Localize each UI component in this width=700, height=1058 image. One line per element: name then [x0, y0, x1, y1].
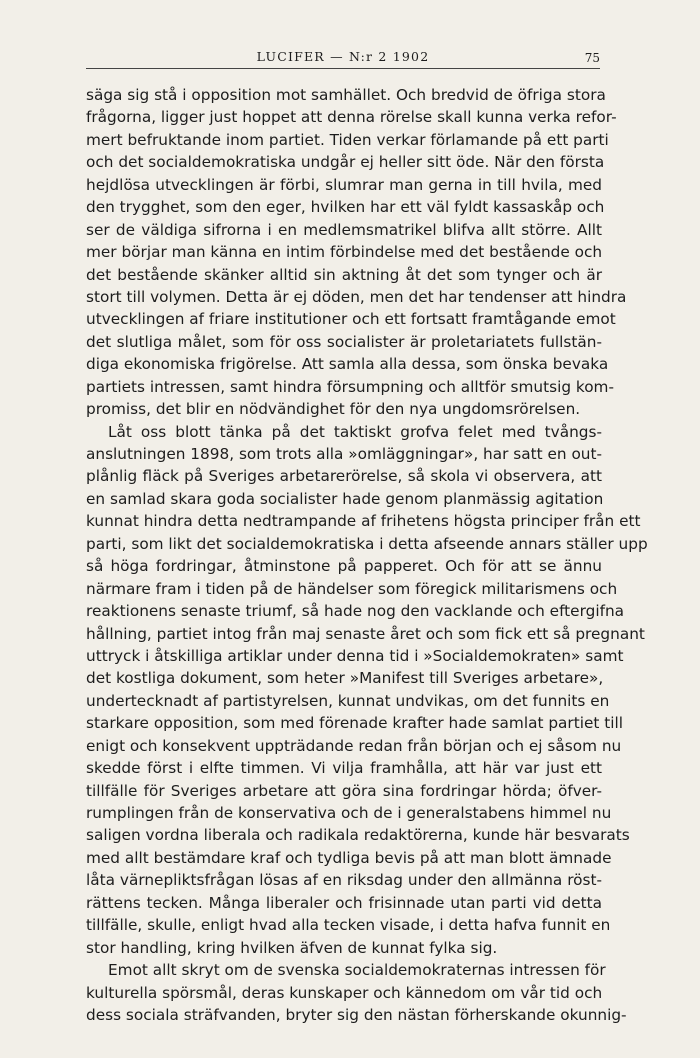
text-line: kulturella spörsmål, deras kunskaper och kännedom om vår tid och [86, 983, 603, 1002]
text-line: rumplingen från de konservativa och de i generalstabens himmel nu [86, 804, 612, 822]
text-line: hållning, partiet intog från maj senaste året och som fick ett så pregnant [86, 624, 645, 643]
text-line: Emot allt skryt om de svenska socialdemokraternas intressen för [108, 961, 606, 980]
text-line: hejdlösa utvecklingen är förbi, slumrar man gerna in till hvila, med [86, 175, 602, 194]
text-line: ser de väldiga sifrorna i en medlemsmatrikel blifva allt större. Allt [86, 220, 602, 239]
text-line: kunnat hindra detta nedtrampande af frihetens högsta principer från ett [86, 512, 641, 531]
text-line: dess sociala sträfvanden, bryter sig den nästan förherskande okunnig- [86, 1005, 627, 1024]
text-line: tillfälle, skulle, enligt hvad alla tecken visade, i detta hafva funnit en [86, 916, 611, 935]
text-line: skedde först i elfte timmen. Vi vilja framhålla, att här var just ett [86, 759, 602, 778]
text-line: Låt oss blott tänka på det taktiskt grofva felet med tvångs- [108, 422, 602, 441]
running-header [86, 48, 600, 69]
text-line: frågorna, ligger just hoppet att denna rörelse skall kunna verka refor- [86, 108, 617, 127]
text-line: reaktionens senaste triumf, så hade nog den vacklande och eftergifna [86, 602, 625, 621]
text-line: det bestående skänker alltid sin aktning åt det som tynger och är [86, 265, 602, 284]
text-line: diga ekonomiska frigörelse. Att samla alla dessa, som önska bevaka [86, 355, 609, 374]
text-line: saligen vordna liberala och radikala redaktörerna, kunde här besvarats [86, 826, 630, 845]
text-line: den trygghet, som den eger, hvilken har ett väl fyldt kassaskåp och [86, 198, 605, 217]
text-line: utvecklingen af friare institutioner och ett fortsatt framtågande emot [86, 310, 616, 329]
text-line: stort till volymen. Detta är ej döden, men det har tendenser att hindra [86, 287, 627, 306]
text-line: mert befruktande inom partiet. Tiden verkar förlamande på ett parti [86, 130, 609, 149]
text-line: uttryck i åtskilliga artiklar under denna tid i »Socialdemokraten» samt [86, 646, 624, 665]
text-line: plånlig fläck på Sveriges arbetarerörelse, så skola vi observera, att [86, 467, 602, 486]
text-line: enigt och konsekvent uppträdande redan från början och ej såsom nu [86, 736, 622, 755]
text-line: närmare fram i tiden på de händelser som föregick militarismens och [86, 579, 618, 598]
body-text [86, 84, 648, 1026]
page-number: 75 [584, 51, 600, 65]
text-line: parti, som likt det socialdemokratiska i detta afseende annars ställer upp [86, 534, 648, 553]
text-line: låta värnepliktsfrågan lösas af en riksdag under den allmänna röst- [86, 871, 602, 890]
text-line: promiss, det blir en nödvändighet för den nya ungdomsrörelsen. [86, 400, 581, 419]
text-line: starkare opposition, som med förenade krafter hade samlat partiet till [86, 714, 623, 733]
text-line: mer börjar man känna en intim förbindelse med det bestående och [86, 243, 603, 262]
text-line: en samlad skara goda socialister hade genom planmässig agitation [86, 489, 604, 508]
text-line: rättens tecken. Många liberaler och frisinnade utan parti vid detta [86, 893, 602, 912]
text-line: stor handling, kring hvilken äfven de kunnat fylka sig. [86, 938, 498, 957]
text-line: partiets intressen, samt hindra försumpning och alltför smutsig kom- [86, 377, 614, 396]
running-head: LUCIFER — N:r 2 1902 [256, 49, 430, 64]
text-line: tillfälle för Sveriges arbetare att göra sina fordringar hörda; öfver- [86, 781, 602, 800]
text-line: säga sig stå i opposition mot samhället. Och bredvid de öfriga stora [86, 86, 606, 104]
text-line: med allt bestämdare kraf och tydliga bevis på att man blott ämnade [86, 848, 612, 867]
text-line: undertecknadt af partistyrelsen, kunnat undvikas, om det funnits en [86, 691, 610, 710]
text-line: så höga fordringar, åtminstone på papperet. Och för att se ännu [86, 557, 602, 576]
text-line: och det socialdemokratiska undgår ej heller sitt öde. När den första [86, 153, 605, 172]
text-line: det slutliga målet, som för oss socialister är proletariatets fullstän- [86, 332, 602, 351]
text-line: det kostliga dokument, som heter »Manifest till Sveriges arbetare», [86, 669, 604, 688]
text-line: anslutningen 1898, som trots alla »omläggningar», har satt en out- [86, 445, 603, 463]
